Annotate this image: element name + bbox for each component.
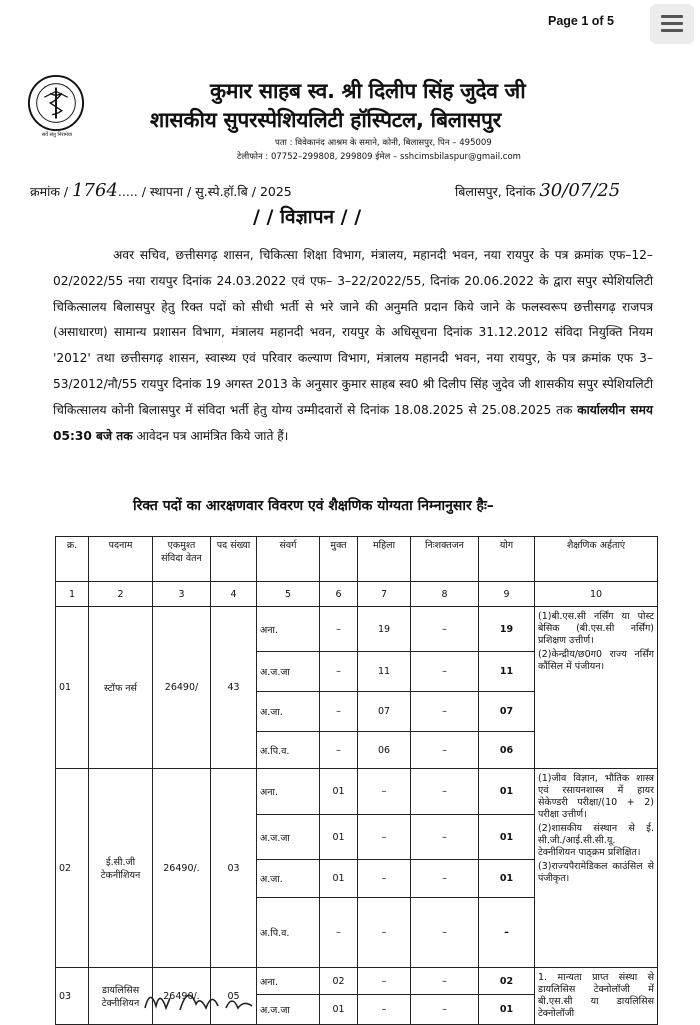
hospital-address: पता : विवेकानंद आश्रम के समाने, कोनी, बिलासपुर, पिन – 495009 [275, 138, 492, 148]
logo-caption: सर्वे संतु निरामया [41, 132, 73, 138]
header-category: संवर्ग [257, 537, 320, 582]
header-salary: एकमुश्त संविदा वेतन [153, 537, 211, 582]
body-text-end: आवेदन पत्र आमंत्रित किये जाते हैं। [132, 428, 289, 443]
category-cell: अ.पि.व. [257, 732, 320, 769]
column-number: 2 [89, 582, 153, 607]
qualification-item: (2)केन्द्रीय/छ0ग0 राज्य नर्सिंग कौंसिल में पंजीयन। [538, 649, 654, 672]
column-number: 7 [358, 582, 411, 607]
place-date [455, 180, 620, 201]
post-salary: 26490/. [153, 769, 211, 968]
total-cell: 19 [479, 607, 535, 652]
header-qualification: शैक्षणिक अर्हताएं [535, 537, 658, 582]
disabled-cell: – [411, 815, 479, 860]
header-open: मुक्त [320, 537, 358, 582]
disabled-cell: – [411, 860, 479, 898]
post-count: 03 [211, 769, 257, 968]
post-serial: 02 [56, 769, 89, 968]
column-number-row [56, 582, 658, 607]
post-serial: 03 [56, 968, 89, 1025]
total-cell: 01 [479, 995, 535, 1025]
category-cell: अना. [257, 968, 320, 995]
disabled-cell: – [411, 692, 479, 732]
post-serial: 01 [56, 607, 89, 769]
category-cell: अ.जा. [257, 692, 320, 732]
open-cell: 01 [320, 815, 358, 860]
hospital-contact: टेलीफोन : 07752–299808, 299809 ईमेल – sshcimsbilaspur@gmail.com [237, 152, 521, 162]
disabled-cell: – [411, 652, 479, 692]
women-cell: 19 [358, 607, 411, 652]
total-cell: 11 [479, 652, 535, 692]
header-disabled: निःशक्तजन [411, 537, 479, 582]
qualification-item: 1. मान्यता प्राप्त संस्था से डायलिसिस टेक्नोलॉजी में बी.एस.सी या डायलिसिस टेक्नोलॉजी [538, 972, 654, 1019]
open-cell: – [320, 607, 358, 652]
qualification-cell [535, 607, 658, 769]
body-text-bold: कार्यालयीन समय 05:30 बजे तक [53, 402, 653, 443]
post-name: डायलिसिस टेक्नीशियन [89, 968, 153, 1025]
header-total: योग [479, 537, 535, 582]
header-post-count: पद संख्या [211, 537, 257, 582]
category-cell: अ.जा. [257, 860, 320, 898]
open-cell: – [320, 898, 358, 968]
women-cell: – [358, 898, 411, 968]
category-cell: अ.ज.जा [257, 652, 320, 692]
women-cell: – [358, 815, 411, 860]
women-cell: – [358, 968, 411, 995]
post-name: स्टॉफ नर्स [89, 607, 153, 769]
column-number: 1 [56, 582, 89, 607]
table-subheading: रिक्त पदों का आरक्षणवार विवरण एवं शैक्षणिक योग्यता निम्नानुसार हैः– [133, 498, 494, 514]
category-cell: अ.पि.व. [257, 898, 320, 968]
header-sno: क्र. [56, 537, 89, 582]
category-cell: अना. [257, 607, 320, 652]
post-salary: 26490/ [153, 607, 211, 769]
total-cell: 01 [479, 815, 535, 860]
menu-icon[interactable] [650, 4, 694, 44]
women-cell: 11 [358, 652, 411, 692]
table-header-row [56, 537, 658, 582]
page-indicator: Page 1 of 5 [548, 14, 614, 28]
disabled-cell: – [411, 607, 479, 652]
hospital-title-line2: शासकीय सुपरस्पेशियलिटी हॉस्पिटल, बिलासपुर [150, 108, 501, 132]
disabled-cell: – [411, 769, 479, 815]
qualification-item: (1)जीव विज्ञान, भौतिक शास्त्र एवं रसायनशास्त्र में हायर सेकेण्डरी परीक्षा/(10 + 2) परीक्षा उत्तीर्ण। [538, 773, 654, 820]
total-cell: – [479, 898, 535, 968]
qualification-item: (3)राज्यपैरामेडिकल काउंसिल से पंजीकृत। [538, 861, 654, 884]
open-cell: 01 [320, 860, 358, 898]
women-cell: – [358, 860, 411, 898]
women-cell: 06 [358, 732, 411, 769]
post-name: ई.सी.जी टेकनीशियन [89, 769, 153, 968]
women-cell: – [358, 995, 411, 1025]
disabled-cell: – [411, 732, 479, 769]
table-row [56, 607, 658, 652]
post-salary: 26490/. [153, 968, 211, 1025]
qualification-item: (2)शासकीय संस्थान से ई. सी.जी./आई.सी.सी.यू. टेक्नीशियन पाठ्क्रम प्रशिक्षित। [538, 823, 654, 858]
post-count: 05 [211, 968, 257, 1025]
place-label: बिलासपुर, दिनांक [455, 184, 536, 199]
women-cell: 07 [358, 692, 411, 732]
column-number: 9 [479, 582, 535, 607]
column-number: 10 [535, 582, 658, 607]
header-post-name: पदनाम [89, 537, 153, 582]
hospital-title-line1: कुमार साहब स्व. श्री दिलीप सिंह जुदेव जी [210, 79, 526, 103]
category-cell: अ.ज.जा [257, 815, 320, 860]
total-cell: 06 [479, 732, 535, 769]
disabled-cell: – [411, 995, 479, 1025]
post-count: 43 [211, 607, 257, 769]
open-cell: 02 [320, 968, 358, 995]
table-row [56, 769, 658, 815]
category-cell: अ.ज.जा [257, 995, 320, 1025]
open-cell: – [320, 692, 358, 732]
disabled-cell: – [411, 968, 479, 995]
signature-mark [140, 978, 260, 1018]
column-number: 6 [320, 582, 358, 607]
disabled-cell: – [411, 898, 479, 968]
reference-suffix: ..... / स्थापना / सु.स्पे.हॉ.बि / 2025 [117, 184, 292, 199]
reference-prefix: क्रमांक / [30, 184, 69, 199]
body-text-main: अवर सचिव, छत्तीसगढ़ शासन, चिकित्सा शिक्षा विभाग, मंत्रालय, महानदी भवन, नया रायपुर के पत्र क्रमांक एफ–12–02/2022/55 नया रायपुर दिनांक 24.03.2022 एवं एफ– 3–22/2022/55, दिनांक 20.06.2022 के द्वारा सपुर स्पेशियलिटी चिकित्सालय बिलासपुर हेतु रिक्त पदों को सीधी भर्ती से भरे जाने की अनुमति प्रदान किये जाने के फलस्वरूप छत्तीसगढ़ राजपत्र (असाधारण) सामान्य प्रशासन विभाग, मंत्रालय महानदी भवन, रायपुर के अधिसूचना दिनांक 31.12.2012 संविदा नियुक्ति नियम '2012' तथा छत्तीसगढ़ शासन, स्वास्थ्य एवं परिवार कल्याण विभाग, मंत्रालय महानदी भवन, नया रायपुर, के पत्र क्रमांक एफ 3–53/2012/नौ/55 रायपुर दिनांक 19 अगस्त 2013 के अनुसार कुमार साहब स्व0 श्री दिलीप सिंह जुदेव जी शासकीय सपुर स्पेशियलिटी चिकित्सालय कोनी बिलासपुर में संविदा भर्ती हेतु योग्य उम्मीदवारों से दिनांक 18.08.2025 से 25.08.2025 तक [53, 248, 653, 417]
column-number: 8 [411, 582, 479, 607]
notice-body [53, 243, 653, 449]
total-cell: 01 [479, 769, 535, 815]
handwritten-date: 30/07/25 [539, 180, 621, 201]
qualification-cell [535, 968, 658, 1025]
qualification-item: (1)बी.एस.सी नर्सिंग या पोस्ट बेसिक (बी.एस.सी नर्सिंग) प्रशिक्षण उत्तीर्ण। [538, 611, 654, 646]
column-number: 4 [211, 582, 257, 607]
category-cell: अना. [257, 769, 320, 815]
total-cell: 02 [479, 968, 535, 995]
open-cell: – [320, 652, 358, 692]
reference-handwritten-number: 1764 [72, 180, 118, 201]
header-women: महिला [358, 537, 411, 582]
vacancy-table [55, 536, 658, 1025]
total-cell: 07 [479, 692, 535, 732]
women-cell: – [358, 769, 411, 815]
column-number: 5 [257, 582, 320, 607]
open-cell: – [320, 732, 358, 769]
column-number: 3 [153, 582, 211, 607]
total-cell: 01 [479, 860, 535, 898]
hospital-logo [27, 74, 85, 132]
open-cell: 01 [320, 995, 358, 1025]
advertisement-heading: / / विज्ञापन / / [253, 206, 362, 228]
qualification-cell [535, 769, 658, 968]
open-cell: 01 [320, 769, 358, 815]
reference-number [30, 180, 292, 201]
